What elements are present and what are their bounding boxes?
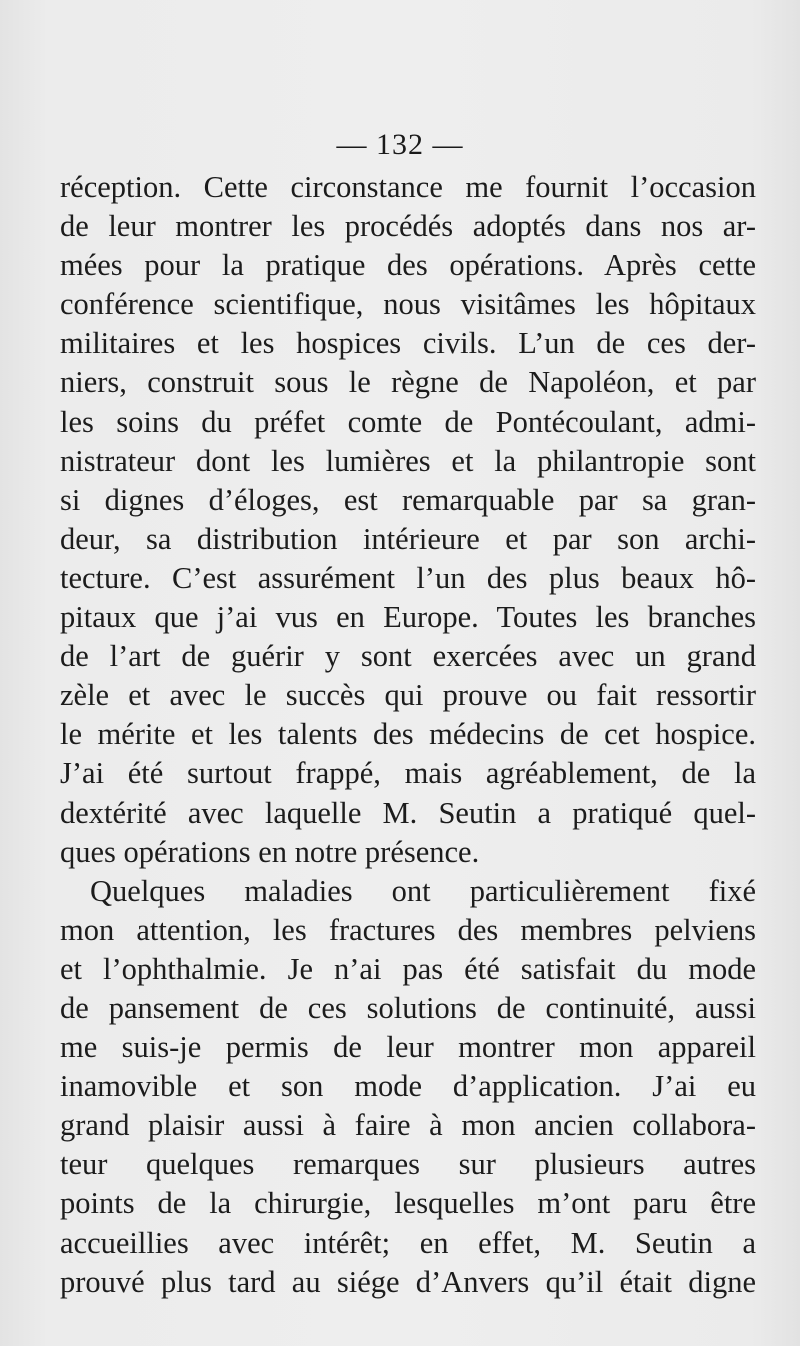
- page-number: — 132 —: [336, 128, 464, 161]
- text-line: conférence scientifique, nous visitâmes les hôpitaux: [60, 287, 756, 322]
- text-line: si dignes d’éloges, est remarquable par sa gran-: [60, 482, 756, 517]
- text-line: de leur montrer les procédés adoptés dans nos ar-: [60, 209, 756, 244]
- text-line: zèle et avec le succès qui prouve ou fait ressortir: [60, 678, 756, 713]
- text-line: niers, construit sous le règne de Napoléon, et par: [60, 365, 756, 400]
- text-line: mées pour la pratique des opérations. Après cette: [60, 248, 756, 283]
- text-line: me suis-je permis de leur montrer mon appareil: [60, 1030, 756, 1065]
- text-line: deur, sa distribution intérieure et par son archi-: [60, 521, 756, 556]
- paragraph-end-line: ques opérations en notre présence.: [60, 834, 480, 869]
- text-line: prouvé plus tard au siége d’Anvers qu’il était digne: [60, 1264, 756, 1299]
- text-line: J’ai été surtout frappé, mais agréablement, de la: [60, 756, 756, 791]
- text-line: teur quelques remarques sur plusieurs autres: [60, 1147, 756, 1182]
- text-line: et l’ophthalmie. Je n’ai pas été satisfait du mode: [60, 951, 756, 986]
- text-line: tecture. C’est assurément l’un des plus beaux hô-: [60, 560, 756, 595]
- text-line: nistrateur dont les lumières et la philantropie sont: [60, 443, 756, 478]
- text-line: réception. Cette circonstance me fournit l’occasion: [60, 170, 756, 204]
- text-line: accueillies avec intérêt; en effet, M. Seutin a: [60, 1225, 756, 1260]
- body-text: [60, 168, 756, 1302]
- text-line: le mérite et les talents des médecins de cet hospice.: [60, 717, 756, 752]
- text-line: grand plaisir aussi à faire à mon ancien collabora-: [60, 1108, 756, 1143]
- text-line: pitaux que j’ai vus en Europe. Toutes les branches: [60, 600, 756, 635]
- text-line: inamovible et son mode d’application. J’ai eu: [60, 1069, 756, 1104]
- text-line: militaires et les hospices civils. L’un de ces der-: [60, 326, 756, 361]
- text-line: mon attention, les fractures des membres pelviens: [60, 912, 756, 947]
- paragraph-start-line: Quelques maladies ont particulièrement fixé: [90, 873, 756, 908]
- text-line: de pansement de ces solutions de continuité, aussi: [60, 990, 756, 1025]
- text-line: de l’art de guérir y sont exercées avec un grand: [60, 639, 756, 674]
- text-line: points de la chirurgie, lesquelles m’ont paru être: [60, 1186, 756, 1221]
- text-line: les soins du préfet comte de Pontécoulant, admi-: [60, 404, 756, 439]
- text-line: dextérité avec laquelle M. Seutin a pratiqué quel-: [60, 795, 756, 830]
